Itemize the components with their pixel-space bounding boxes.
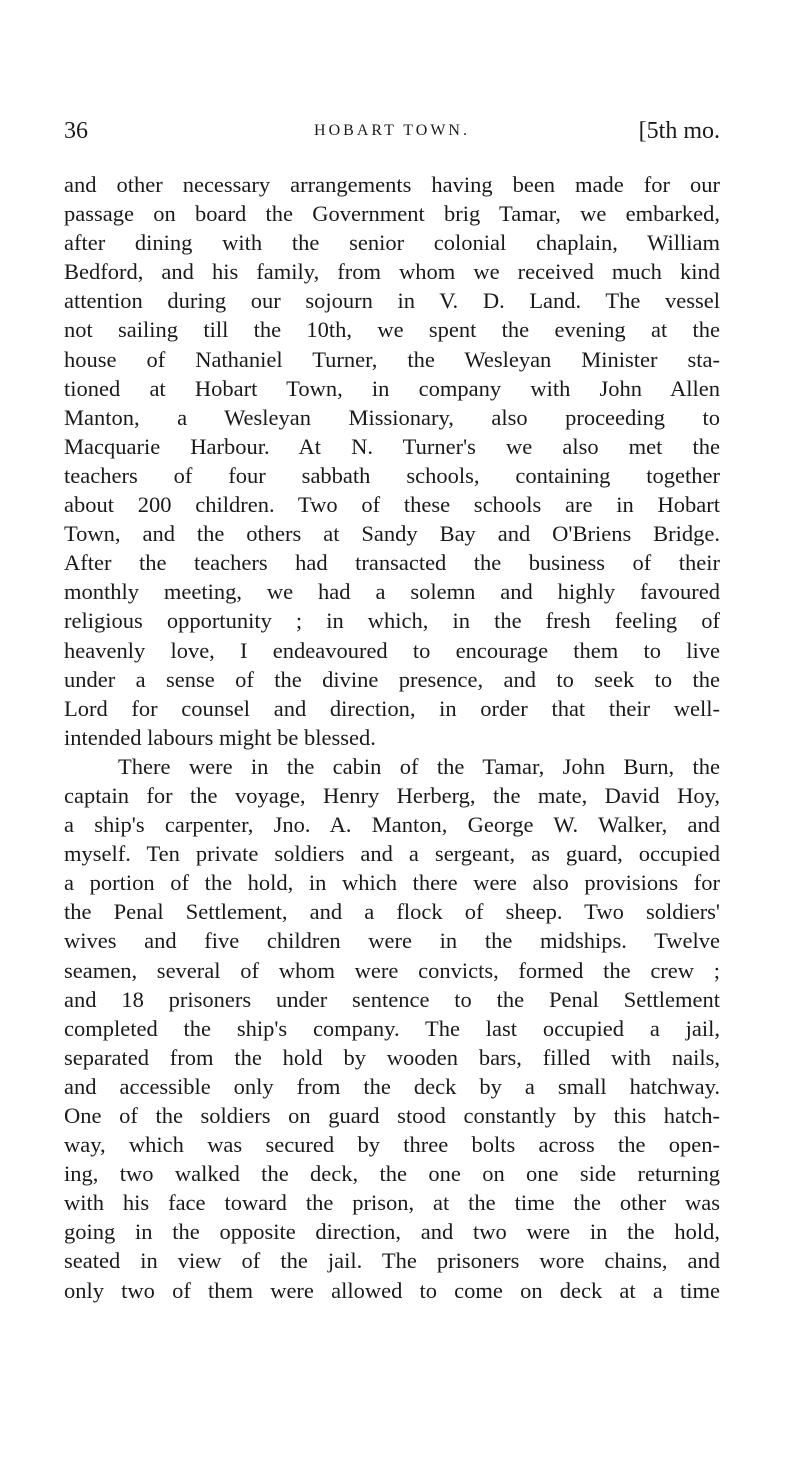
paragraph-1: [64, 170, 720, 752]
text-line: and 18 prisoners under sentence to the Penal Settlement: [64, 986, 720, 1012]
text-line: After the teachers had transacted the business of their: [64, 550, 720, 576]
text-line: wives and five children were in the midships. Twelve: [64, 928, 720, 954]
text-line: house of Nathaniel Turner, the Wesleyan Minister sta-: [64, 346, 720, 372]
text-line: Manton, a Wesleyan Missionary, also proceeding to: [64, 404, 720, 430]
text-line: teachers of four sabbath schools, containing together: [64, 462, 720, 488]
text-line: monthly meeting, we had a solemn and highly favoured: [64, 579, 720, 605]
text-line: and accessible only from the deck by a small hatchway.: [64, 1073, 720, 1099]
text-line: separated from the hold by wooden bars, filled with nails,: [64, 1044, 720, 1070]
text-line: completed the ship's company. The last occupied a jail,: [64, 1015, 720, 1041]
text-line: way, which was secured by three bolts across the open-: [64, 1132, 720, 1158]
page-number: 36: [64, 118, 88, 144]
text-line: Town, and the others at Sandy Bay and O'Briens Bridge.: [64, 521, 720, 547]
text-line: religious opportunity ; in which, in the fresh feeling of: [64, 608, 720, 634]
text-line: One of the soldiers on guard stood constantly by this hatch-: [64, 1103, 720, 1128]
text-line: a ship's carpenter, Jno. A. Manton, George W. Walker, and: [64, 812, 720, 838]
text-line: after dining with the senior colonial chaplain, William: [64, 230, 720, 256]
text-line: only two of them were allowed to come on deck at a time: [64, 1277, 720, 1303]
text-line: tioned at Hobart Town, in company with John Allen: [64, 375, 720, 401]
text-line: ing, two walked the deck, the one on one side returning: [64, 1161, 720, 1187]
text-line: myself. Ten private soldiers and a sergeant, as guard, occupied: [64, 841, 720, 867]
body-text: [64, 170, 720, 1305]
text-line: with his face toward the prison, at the time the other was: [64, 1190, 720, 1216]
text-line: attention during our sojourn in V. D. Land. The vessel: [64, 288, 720, 314]
text-line: Bedford, and his family, from whom we received much kind: [64, 259, 720, 285]
text-line: There were in the cabin of the Tamar, John Burn, the: [118, 753, 720, 779]
text-line: not sailing till the 10th, we spent the evening at the: [64, 317, 720, 343]
running-head: [64, 118, 720, 154]
text-line: heavenly love, I endeavoured to encourage them to live: [64, 637, 720, 663]
text-line: seamen, several of whom were convicts, formed the crew ;: [64, 957, 720, 983]
text-line: under a sense of the divine presence, and to seek to the: [64, 666, 720, 692]
text-line: going in the opposite direction, and two were in the hold,: [64, 1219, 720, 1245]
text-line: seated in view of the jail. The prisoners wore chains, and: [64, 1248, 720, 1274]
text-line: captain for the voyage, Henry Herberg, the mate, David Hoy,: [64, 782, 720, 808]
text-line: the Penal Settlement, and a flock of sheep. Two soldiers': [64, 899, 720, 925]
running-date-note: [5th mo.: [638, 118, 720, 144]
text-line: a portion of the hold, in which there were also provisions for: [64, 870, 720, 896]
text-line: intended labours might be blessed.: [64, 724, 376, 750]
text-line: about 200 children. Two of these schools are in Hobart: [64, 492, 720, 518]
text-line: Lord for counsel and direction, in order that their well-: [64, 695, 720, 721]
text-line: passage on board the Government brig Tamar, we embarked,: [64, 201, 720, 227]
running-title: HOBART TOWN.: [314, 122, 470, 139]
text-line: Macquarie Harbour. At N. Turner's we also met the: [64, 433, 720, 459]
text-line: and other necessary arrangements having been made for our: [64, 172, 720, 197]
paragraph-2: [64, 752, 720, 1305]
